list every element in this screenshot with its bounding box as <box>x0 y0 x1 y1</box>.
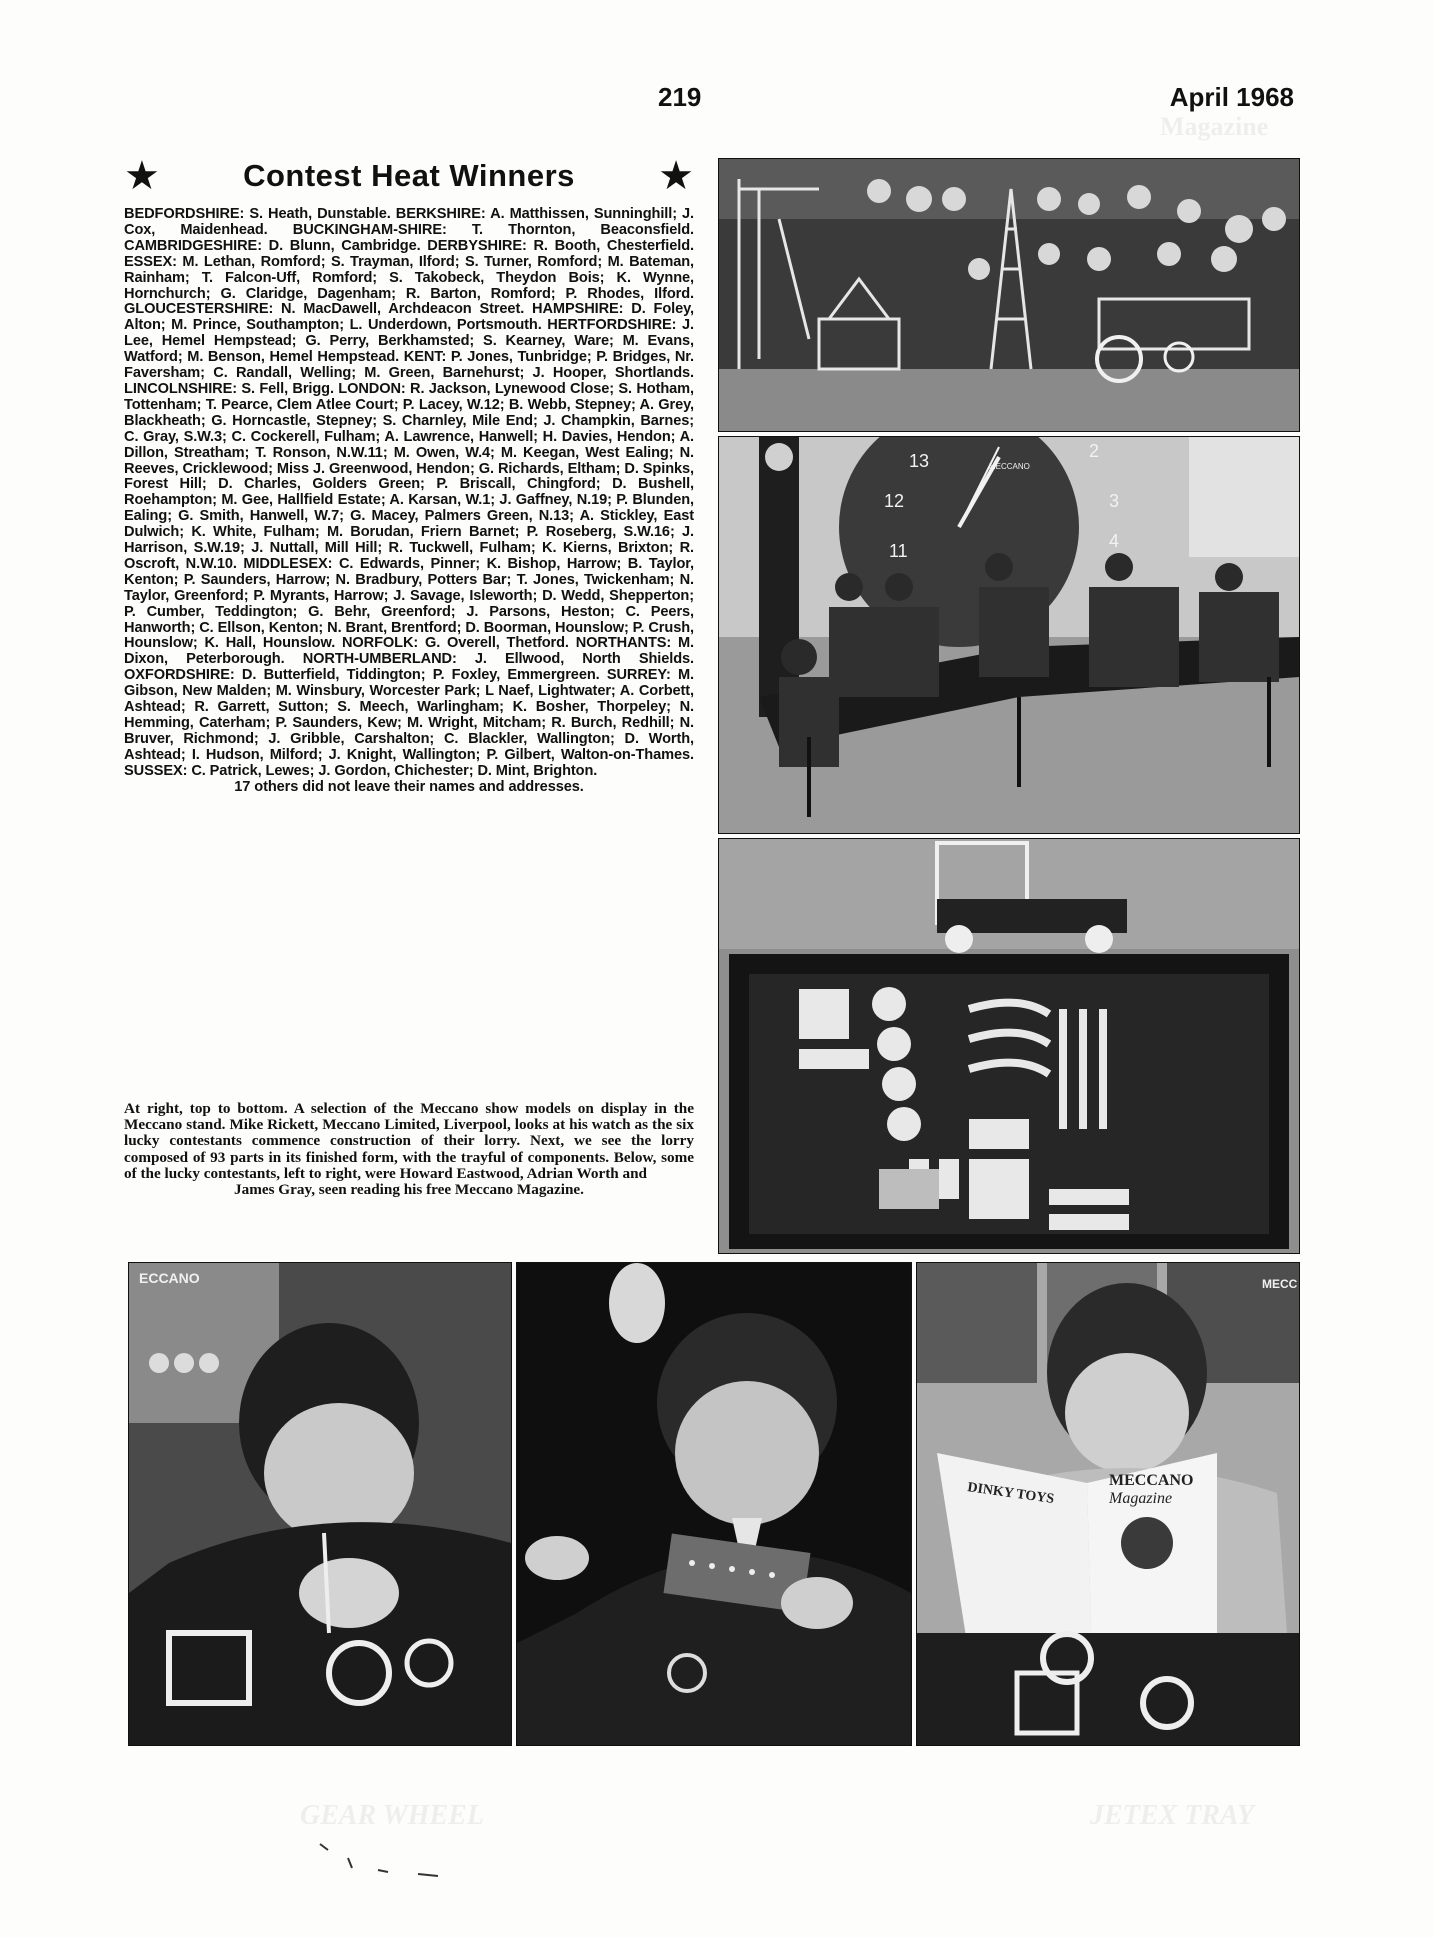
photo-lorry-and-tray <box>718 838 1300 1254</box>
photo-show-models <box>718 158 1300 432</box>
photo-lorry-and-tray-image <box>719 839 1299 1253</box>
clock-number: 13 <box>909 451 930 471</box>
clock-number: 11 <box>889 541 908 561</box>
others-note: 17 others did not leave their names and addresses. <box>234 778 584 795</box>
photo-howard-eastwood <box>128 1262 512 1746</box>
photo-james-gray-image <box>917 1263 1299 1745</box>
clock-number: 3 <box>1109 491 1120 511</box>
dinky-toys-sign: DINKY TOYS <box>966 1480 1055 1508</box>
photo-adrian-worth <box>516 1262 912 1746</box>
magazine-title: Magazine <box>1109 1490 1173 1507</box>
photo-contestants-start-image <box>719 437 1299 833</box>
clock-number: 4 <box>1109 531 1120 551</box>
winners-list <box>124 207 694 796</box>
photo-contestants-start <box>718 436 1300 834</box>
meccano-sign: ECCANO <box>139 1270 200 1286</box>
star-icon: ★ <box>124 153 160 199</box>
photo-adrian-worth-image <box>517 1263 911 1745</box>
show-through-text: Magazine <box>1160 112 1269 141</box>
meccano-sign: MECC <box>1262 1277 1298 1291</box>
star-icon: ★ <box>658 153 694 199</box>
meccano-sign: MECCANO <box>989 462 1030 471</box>
caption-text-last: James Gray, seen reading his free Meccano Magazine. <box>234 1181 584 1199</box>
show-through-text: GEAR WHEEL <box>300 1800 484 1831</box>
photo-show-models-image <box>719 159 1299 431</box>
stray-marks <box>318 1840 458 1880</box>
article-title: Contest Heat Winners <box>243 158 575 193</box>
winners-text: BEDFORDSHIRE: S. Heath, Dunstable. BERKSHIRE: A. Matthissen, Sunninghill; J. Cox, Maidenhead. BUCKINGHAM-SHIRE: T. Thornton, Beaconsfield. CAMBRIDGESHIRE: D. Blunn, Cambridge. DERBYSHIRE: R. Booth, Chesterfield. ESSEX: M. Lethan, Romford; S. Trayman, Ilford; S. Turner, Romford; M. Bateman, Rainham; T. Falcon-Uff, Romford; S. Takobeck, Theydon Bois; K. Wynne, Hornchurch; G. Claridge, Dagenham; R. Barton, Romford; P. Rhodes, Ilford. GLOUCESTERSHIRE: N. MacDawell, Archdeacon Street. HAMPSHIRE: D. Foley, Alton; M. Prince, Southampton; L. Underdown, Portsmouth. HERTFORDSHIRE: J. Lee, Hemel Hempstead; G. Perry, Berkhamsted; S. Kearney, Ware; M. Evans, Watford; M. Benson, Hemel Hempstead. KENT: P. Jones, Tunbridge; P. Bridges, Nr. Faversham; C. Randall, Welling; M. Green, Barnehurst; J. Hooper, Shortlands. LINCOLNSHIRE: S. Fell, Brigg. LONDON: R. Jackson, Lynewood Close; S. Hotham, Tottenham; T. Pearce, Clem Atlee Court; P. Lacey, W.12; B. Webb, Stepney; A. Grey, Blackheath; G. Horncastle, Stepney; S. Charnley, Mile End; J. Champkin, Barnes; C. Gray, S.W.3; C. Cockerell, Fulham; A. Lawrence, Hanwell; H. Davies, Hendon; A. Dillon, Streatham; T. Ronson, N.W.11; M. Owen, W.4; M. Keegan, West Ealing; N. Reeves, Cricklewood; Miss J. Greenwood, Hendon; G. Richards, Eltham; D. Spinks, Forest Hill; D. Charles, Golders Green; P. Briscall, Chingford; D. Bushell, Roehampton; M. Gee, Hallfield Estate; A. Karsan, W.1; J. Gaffney, N.19; P. Blunden, Ealing; G. Smith, Hanwell, W.7; G. Macey, Palmers Green, N.13; A. Stickley, East Dulwich; K. White, Fulham; M. Borudan, Friern Barnet; P. Roseberg, S.W.16; J. Harrison, S.W.19; J. Nuttall, Mill Hill; R. Tuckwell, Fulham; K. Kierns, Brixton; R. Oscroft, N.W.10. MIDDLESEX: C. Edwards, Pinner; K. Bishop, Harrow; B. Taylor, Kenton; P. Saunders, Harrow; N. Bradbury, Potters Bar; T. Jones, Twickenham; N. Taylor, Greenford; P. Myrants, Harrow; J. Savage, Isleworth; D. Wedd, Shepperton; P. Cumber, Teddington; G. Behr, Greenford; J. Parsons, Heston; C. Peers, Hanworth; C. Ellson, Kenton; N. Brant, Brentford; D. Boorman, Hounslow; P. Crush, Hounslow; K. Hall, Hounslow. NORFOLK: G. Overell, Thetford. NORTHANTS: M. Dixon, Peterborough. NORTH-UMBERLAND: J. Ellwood, North Shields. OXFORDSHIRE: D. Butterfield, Tiddington; P. Foxley, Emmergreen. SURREY: M. Gibson, New Malden; M. Winsbury, Worcester Park; L Naef, Lightwater; A. Corbett, Ashtead; R. Garrett, Sutton; S. Meech, Warlingham; K. Bosher, Thorpeley; N. Hemming, Caterham; P. Saunders, Kew; M. Wright, Mitcham; R. Burch, Redhill; N. Bruver, Richmond; J. Gribble, Carshalton; C. Blackler, Wallington; D. Worth, Ashtead; I. Hudson, Milford; J. Knight, Wallington; P. Gilbert, Walton-on-Thames. SUSSEX: C. Patrick, Lewes; J. Gordon, Chichester; D. Mint, Brighton. <box>124 206 694 779</box>
page-number: 219 <box>658 82 702 112</box>
photo-caption <box>124 1101 694 1198</box>
photo-howard-eastwood-image <box>129 1263 511 1745</box>
photo-james-gray <box>916 1262 1300 1746</box>
clock-number: 2 <box>1089 441 1100 461</box>
caption-text: At right, top to bottom. A selection of the Meccano show models on display in the Meccano stand. Mike Rickett, Meccano Limited, Liverpool, looks at his watch as the six lucky contestants commence construction of their lorry. Next, we see the lorry composed of 93 parts in its finished form, with the trayful of components. Below, some of the lucky contestants, left to right, were Howard Eastwood, Adrian Worth and <box>124 1100 694 1182</box>
show-through-text: JETEX TRAY <box>1090 1800 1255 1831</box>
article-heading <box>124 154 694 198</box>
clock-number: 12 <box>884 491 905 511</box>
magazine-title: MECCANO <box>1109 1472 1194 1489</box>
issue-date: April 1968 <box>1169 82 1294 112</box>
